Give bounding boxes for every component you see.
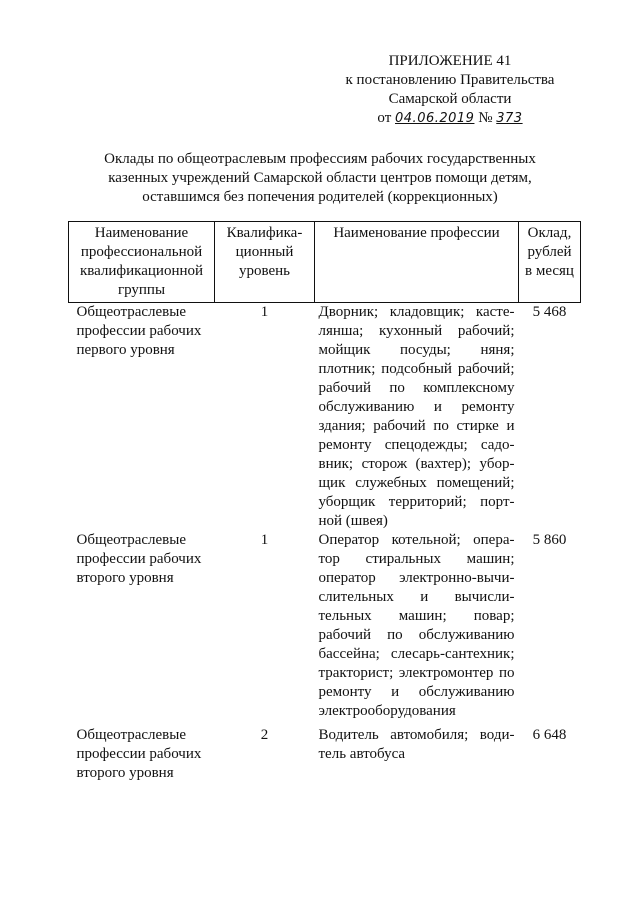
group-cell: Общеотраслевые профессии рабочих второго уровня <box>76 727 202 781</box>
salary-cell: 6 648 <box>532 727 567 743</box>
header-salary: Оклад, рублей в месяц <box>519 222 581 303</box>
appendix-line-region: Самарской области <box>388 91 512 107</box>
handwritten-number: 373 <box>496 111 523 126</box>
salary-table <box>68 221 581 786</box>
appendix-date-line <box>300 109 600 128</box>
handwritten-date: 04.06.2019 <box>395 111 475 126</box>
level-cell: 1 <box>260 532 269 548</box>
table-header-row <box>69 222 581 303</box>
table-row <box>69 726 581 786</box>
header-profession: Наименование профессии <box>315 222 519 303</box>
salary-cell: 5 860 <box>532 532 567 548</box>
appendix-header <box>300 52 600 128</box>
group-cell: Общеотраслевые профессии рабочих второго уровня <box>76 532 202 586</box>
profession-cell: Водитель автомобиля; води- тель автобуса <box>318 727 515 762</box>
salary-cell: 5 468 <box>532 304 567 320</box>
appendix-title: ПРИЛОЖЕНИЕ 41 <box>388 53 512 69</box>
title-line: оставшимся без попечения родителей (коррекционных) <box>142 189 498 205</box>
appendix-line-resolution: к постановлению Правительства <box>345 72 555 88</box>
document-title <box>70 150 570 207</box>
title-line: казенных учреждений Самарской области центров помощи детям, <box>108 170 532 186</box>
header-level: Квалифика- ционный уровень <box>215 222 315 303</box>
profession-cell: Дворник; кладовщик; касте- лянша; кухонный рабочий; мойщик посуды; няня; плотник; подсобный рабочий; рабочий по комплексному обслуживанию и ремонту здания; рабочий по стирке и ремонту спецодежды; садо- вник; сторож (вахтер); убор- щик служебных помещений; уборщик территорий; порт- ной (швея) <box>318 304 515 529</box>
group-cell: Общеотраслевые профессии рабочих первого уровня <box>76 304 202 358</box>
title-line: Оклады по общеотраслевым профессиям рабочих государственных <box>104 151 536 167</box>
number-prefix: № <box>478 110 493 126</box>
level-cell: 1 <box>260 304 269 320</box>
header-group: Наименование профессиональной квалификационной группы <box>69 222 215 303</box>
table-row <box>69 531 581 726</box>
level-cell: 2 <box>260 727 269 743</box>
profession-cell: Оператор котельной; опера- тор стиральных машин; оператор электронно-вычи- слительных и вычисли- тельных машин; повар; рабочий по обслуживанию бассейна; слесарь-сантехник; тракторист; электромонтер по ремонту и обслуживанию электрооборудования <box>318 532 515 719</box>
date-prefix: от <box>377 110 392 126</box>
table-row <box>69 303 581 532</box>
